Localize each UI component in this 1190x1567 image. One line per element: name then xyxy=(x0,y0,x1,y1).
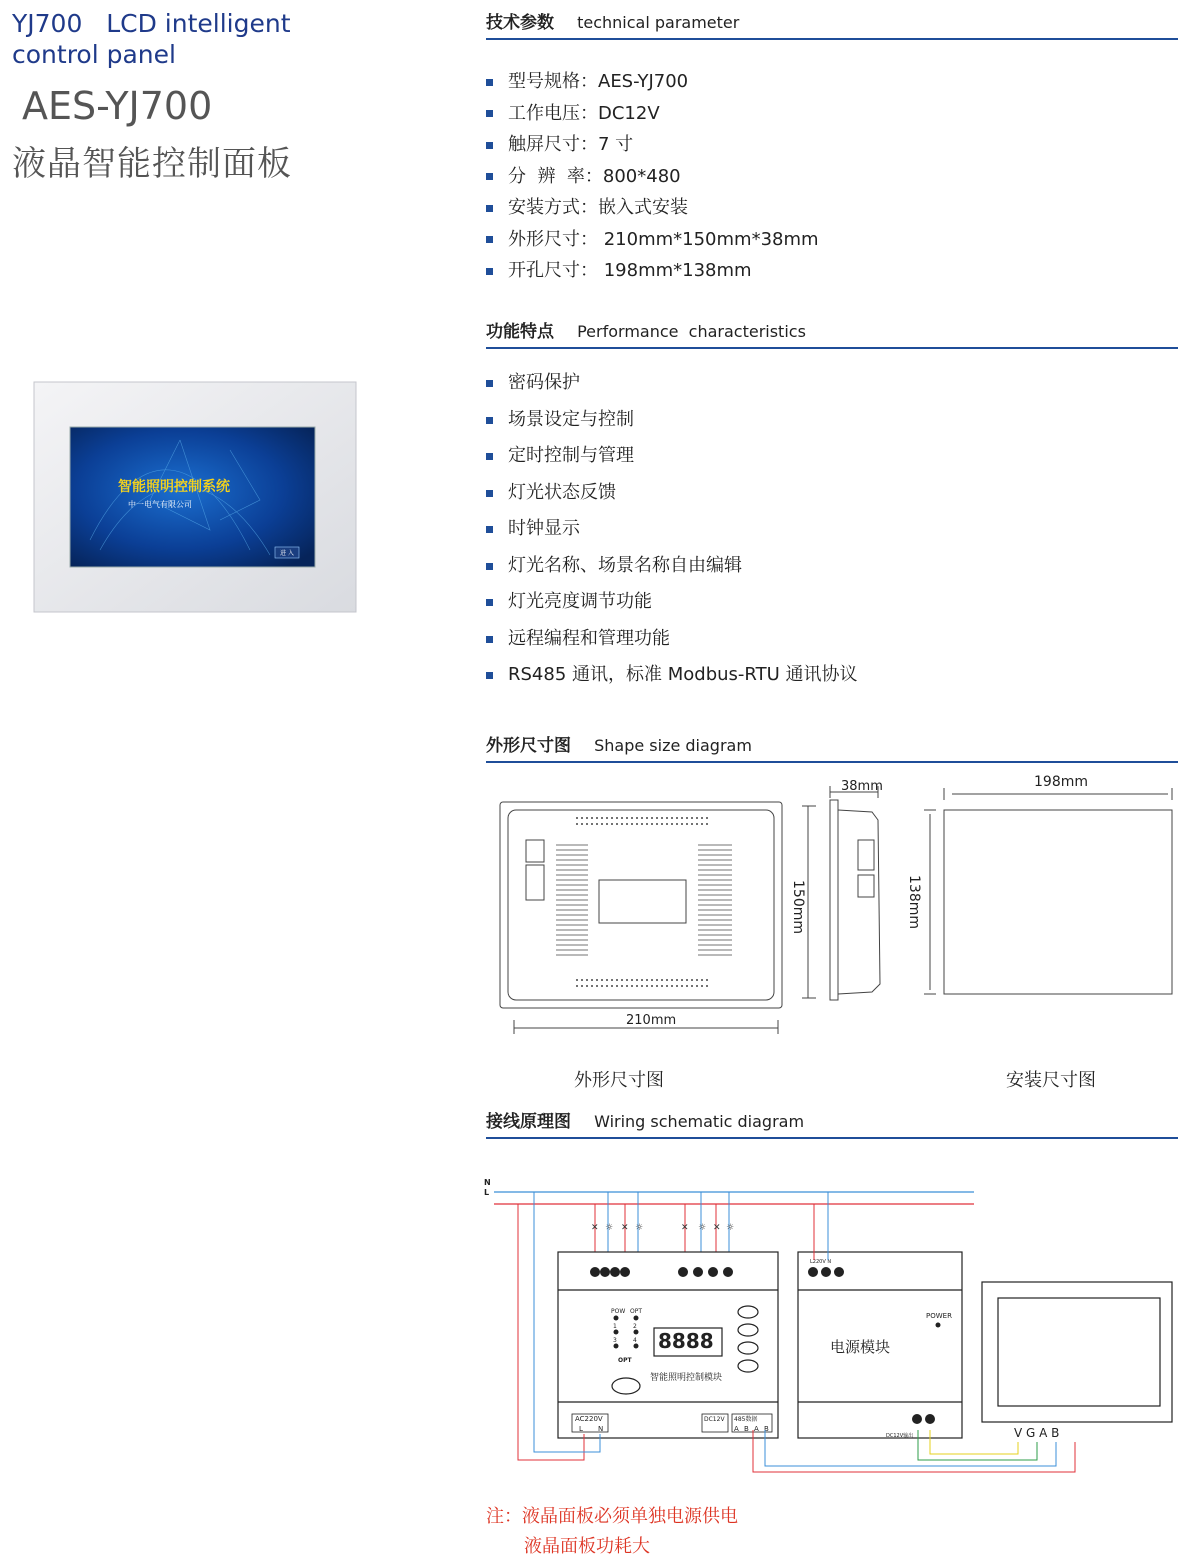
title-cn: 液晶智能控制面板 xyxy=(12,144,292,184)
note-line2: 液晶面板功耗大 xyxy=(524,1536,650,1557)
shape-head-en: Shape size diagram xyxy=(594,736,752,755)
tech-section-header xyxy=(486,8,1178,40)
tech-head-cn: 技术参数 xyxy=(486,13,554,33)
dim-height: 150mm xyxy=(790,880,806,934)
list-item: 触屏尺寸：7 寸 xyxy=(486,129,819,161)
term-n: N xyxy=(598,1425,604,1433)
wiring-head-en: Wiring schematic diagram xyxy=(594,1112,805,1131)
wiring-head-cn: 接线原理图 xyxy=(486,1112,571,1132)
psu-name: 电源模块 xyxy=(830,1338,891,1356)
screen-company: 中一电气有限公司 xyxy=(128,500,192,509)
list-item: 安装方式：嵌入式安装 xyxy=(486,192,819,224)
psu-output-label: DC12V输出 xyxy=(886,1433,914,1439)
dim-depth: 38mm xyxy=(841,779,883,794)
dim-cut-height: 138mm xyxy=(906,875,922,929)
svg-text:☼: ☼ xyxy=(726,1223,735,1233)
model-name: AES-YJ700 xyxy=(22,84,213,128)
wiring-section-header xyxy=(486,1107,1178,1139)
list-item: RS485 通讯，标准 Modbus-RTU 通讯协议 xyxy=(486,657,858,694)
power-label: POWER xyxy=(926,1312,952,1320)
list-item: 时钟显示 xyxy=(486,511,858,548)
list-item: 密码保护 xyxy=(486,365,858,402)
list-item: 定时控制与管理 xyxy=(486,438,858,475)
led-3: 3 xyxy=(613,1337,617,1344)
svg-text:✕: ✕ xyxy=(713,1223,721,1233)
tech-list xyxy=(486,66,819,287)
list-item: 工作电压：DC12V xyxy=(486,98,819,130)
line-l-label: L xyxy=(484,1188,490,1197)
term-a2: A xyxy=(754,1425,759,1433)
title-en xyxy=(12,8,291,70)
signal-wires xyxy=(740,1420,1090,1480)
panel-terminals: V G A B xyxy=(1014,1426,1060,1440)
svg-text:✕: ✕ xyxy=(681,1223,689,1233)
dim-width: 210mm xyxy=(626,1013,677,1028)
product-image xyxy=(30,380,360,616)
title-en-line2: control panel xyxy=(12,40,176,69)
term-b2: B xyxy=(764,1425,769,1433)
term-b1: B xyxy=(744,1425,749,1433)
list-item: 型号规格：AES-YJ700 xyxy=(486,66,819,98)
led-2: 2 xyxy=(633,1323,637,1330)
shape-diagram xyxy=(486,770,1186,1040)
svg-text:✕: ✕ xyxy=(591,1223,599,1233)
list-item: 远程编程和管理功能 xyxy=(486,621,858,658)
lcd-panel-wiring xyxy=(978,1280,1178,1440)
rs485-label: 485数据 xyxy=(734,1416,758,1423)
caption-shape: 外形尺寸图 xyxy=(574,1070,664,1091)
opt-button-label: OPT xyxy=(618,1357,632,1364)
screen-enter-button: 进 入 xyxy=(280,550,294,557)
opt-label: OPT xyxy=(630,1308,643,1315)
led-1: 1 xyxy=(613,1323,617,1330)
svg-text:☼: ☼ xyxy=(605,1223,614,1233)
tech-head-en: technical parameter xyxy=(577,13,740,32)
list-item: 灯光名称、场景名称自由编辑 xyxy=(486,548,858,585)
perf-head-cn: 功能特点 xyxy=(486,322,554,342)
dc-label: DC12V xyxy=(704,1416,725,1423)
list-item: 开孔尺寸： 198mm*138mm xyxy=(486,255,819,287)
perf-list xyxy=(486,365,858,694)
title-en-line1: YJ700 LCD intelligent xyxy=(12,9,291,38)
shape-head-cn: 外形尺寸图 xyxy=(486,736,571,756)
list-item: 场景设定与控制 xyxy=(486,402,858,439)
svg-text:8888: 8888 xyxy=(658,1329,714,1353)
term-a1: A xyxy=(734,1425,739,1433)
caption-install: 安装尺寸图 xyxy=(1006,1070,1096,1091)
list-item: 分 辨 率：800*480 xyxy=(486,161,819,193)
module-name: 智能照明控制模块 xyxy=(650,1373,723,1383)
list-item: 外形尺寸： 210mm*150mm*38mm xyxy=(486,224,819,256)
svg-text:☼: ☼ xyxy=(698,1223,707,1233)
led-4: 4 xyxy=(633,1337,637,1344)
svg-text:☼: ☼ xyxy=(635,1223,644,1233)
list-item: 灯光亮度调节功能 xyxy=(486,584,858,621)
svg-text:✕: ✕ xyxy=(621,1223,629,1233)
shape-section-header xyxy=(486,731,1178,763)
term-l: L xyxy=(579,1425,583,1433)
perf-section-header xyxy=(486,317,1178,349)
screen-title: 智能照明控制系统 xyxy=(118,479,230,495)
psu-input-label: L220V N xyxy=(810,1259,832,1265)
line-n-label: N xyxy=(484,1178,491,1187)
note-line1: 注：液晶面板必须单独电源供电 xyxy=(486,1506,738,1527)
list-item: 灯光状态反馈 xyxy=(486,475,858,512)
ac-label: AC220V xyxy=(575,1415,603,1423)
dim-cut-width: 198mm xyxy=(1034,774,1088,790)
perf-head-en: Performance characteristics xyxy=(577,322,806,341)
pow-label: POW xyxy=(611,1308,626,1315)
